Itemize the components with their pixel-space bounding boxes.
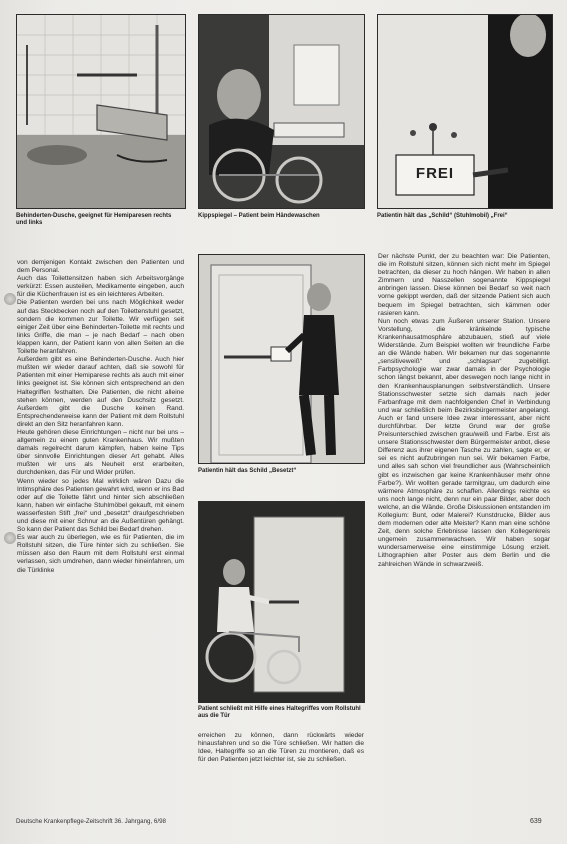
photo-door: [198, 501, 365, 703]
paragraph: Wenn wieder so jedes Mal wirklich wären Dazu die Intimsphäre des Patienten gewahrt wird, wenn er ins Bad oder auf die Toilette fährt und hinter sich abschließen kann, haben wir einfache Stuhlmöbel gekauft, mit einem wasserfesten Stift „frei“ und „besetzt“ draufgeschrieben und diese mit einer Schnur an die Außentüren gehängt. So kann der Patient das Schild bei Bedarf drehen.: [17, 477, 184, 534]
photo-sign-free: [377, 14, 553, 209]
paragraph: Auch das Toilettensitzen haben sich Arbeitsvorgänge verkürzt: Essen austeilen, Medikamente eingeben, auch für die Küchenfrauen ist es ein leichteres Arbeiten.: [17, 275, 184, 299]
punch-hole: [4, 293, 16, 305]
caption-door: Patient schließt mit Hilfe eines Haltegriffes vom Rollstuhl aus die Tür: [198, 706, 361, 719]
paragraph: erreichen zu können, dann rückwärts wieder hinausfahren und so die Türe schließen. Wir hatten die Idee, Haltegriffe so an die Türen zu montieren, daß es für den Patienten jetzt leichter ist, sie zu schließen.: [198, 732, 364, 764]
paragraph: Heute gehören diese Einrichtungen – nicht nur bei uns – allgemein zu einem guten Krankenhaus. Wir mußten damals regelrecht darum kämpfen, haben keine Tips über sinnvolle Einrichtungen dieser Art gehabt. Alles mußten wir uns als Neuheit erst erarbeiten, durchdenken, das Für und Wider prüfen.: [17, 428, 184, 477]
paragraph: Die Patienten werden bei uns nach Möglichkeit weder auf das Steckbecken noch auf den Toilettenstuhl gesetzt, sondern die kommen zur Toilette. Wir verfügen seit einiger Zeit über eine Behinderten-Toilette mit rechts und links Griffe, die man – je nach Bedarf – nach oben klappen kann, der Patient kann von allen Seiten an die Toilette heranfahren.: [17, 299, 184, 356]
paragraph: Der nächste Punkt, der zu beachten war: Die Patienten, die im Rollstuhl sitzen, können sich nicht mehr im Spiegel betrachten, da dieser zu hoch hängen. Wir haben in allen Zimmern und Nasszellen sogenannte Kippspiegel anbringen lassen. Diese können bei Bedarf so weit nach vorne gekippt werden, daß der sitzende Patient sich auch bequem im Spiegel betrachten, sich kämmen oder rasieren kann.: [378, 253, 550, 317]
paragraph: Nun noch etwas zum Äußeren unserer Station. Unsere Vorstellung, die kränkelnde typische Krankenhausatmosphäre abzubauen, stieß auf viele Widerstände. Zum Beispiel wollten wir freundliche Farbe an die Wände haben. Wir bekamen nur das sogenannte „sensitiveweiß“ und „schlagsan“ zugebilligt. Farbpsychologie war zwar damals in der Psychologie schon längst bekannt, aber deswegen noch lange nicht in den Krankenhausplanungen selbstverständlich. Unsere Stationsschwester setzte sich damals nach jeder Farbanfrage mit dem nachfolgenden Chef in Verbindung und war schließlich beim Bezirksbürgermeister angelangt. Auch er fand unsere Idee zwar interessant, aber nicht durchführbar. Der letzte Grund war der große Preisunterschied zwischen grau/weiß und Farbe. Erst als unsere Stationsschwester dem Bürgermeister anbot, diese Differenz aus ihrer eigenen Tasche zu zahlen, sagte er, er sei es nicht aufzubringen nun sei. Wir bekamen Farbe, und alles sah schon viel freundlicher aus (Wahrscheinlich gibt es inzwischen gar keine Krankenhäuser mehr ohne Farbe?). Wir wollten gerade tarmitgrau, um dadurch eine wärmere Atmosphäre zu schaffen. Allerdings reichte es uns noch lange nicht, denn nur ein paar Bilder, aber doch welche, an die Wände. Große Diskussionen entstanden im Kollegium: Bunt, oder Malerei? Kunstdrucke, Bilder aus dem modernen oder alte Meister? Kann man eine schöne Zeit, denn solche Erlebnisse lassen den Kollegenkreis ungemein zusammenwachsen. Wir haben sogar wundersamerweise eine einstimmige Lösung erzielt. Lithographien alter Poster aus dem Berlin und die zahlreichen Wände in schwarzweiß.: [378, 317, 550, 568]
caption-sign-busy: Patientin hält das Schild „Besetzt“: [198, 468, 297, 474]
text-column-1: [17, 259, 184, 812]
paragraph: Es war auch zu überlegen, wie es für Patienten, die im Rollstuhl sitzen, die Türe hinter sich zu schließen. Sie müssen also den Raum mit dem Rollstuhl erst einmal verlassen, sich umdrehen, dann wieder hineinfahren, um die Türklinke: [17, 534, 184, 574]
caption-sign-free: Patientin hält das „Schild“ (Stuhlmobil) „Frei“: [377, 213, 508, 219]
paragraph: Außerdem gibt es eine Behinderten-Dusche. Auch hier mußten wir wieder darauf achten, daß sie sowohl für Patienten mit einer Hemiparese rechts als auch mit einer links geeignet ist. Sie können sich entsprechend an den Haltegriffen festhalten. Die Patienten, die nicht alleine stehen können, werden auf den Duschsitz gesetzt. Außerdem gibt die Dusche keinen Rand. Entsprechenderweise kann der Patient mit dem Rollstuhl direkt an den Sitz heranfahren kann.: [17, 356, 184, 428]
photo-shower: [16, 14, 186, 209]
punch-hole: [4, 532, 16, 544]
text-column-2: [198, 732, 364, 812]
footer-journal: Deutsche Krankenpflege-Zeitschrift 36. Jahrgang, 6/98: [16, 818, 166, 825]
page-number: 639: [530, 818, 542, 825]
sign-label-frei: FREI: [415, 165, 455, 182]
caption-mirror: Kippspiegel – Patient beim Händewaschen: [198, 213, 320, 219]
photo-mirror: [198, 14, 365, 209]
photo-sign-busy: [198, 254, 365, 464]
paragraph: von demjenigen Kontakt zwischen den Patienten und dem Personal.: [17, 259, 184, 275]
text-column-3: [378, 253, 550, 812]
caption-shower: Behinderten-Dusche, geeignet für Hemiparesen rechts und links: [16, 213, 172, 226]
